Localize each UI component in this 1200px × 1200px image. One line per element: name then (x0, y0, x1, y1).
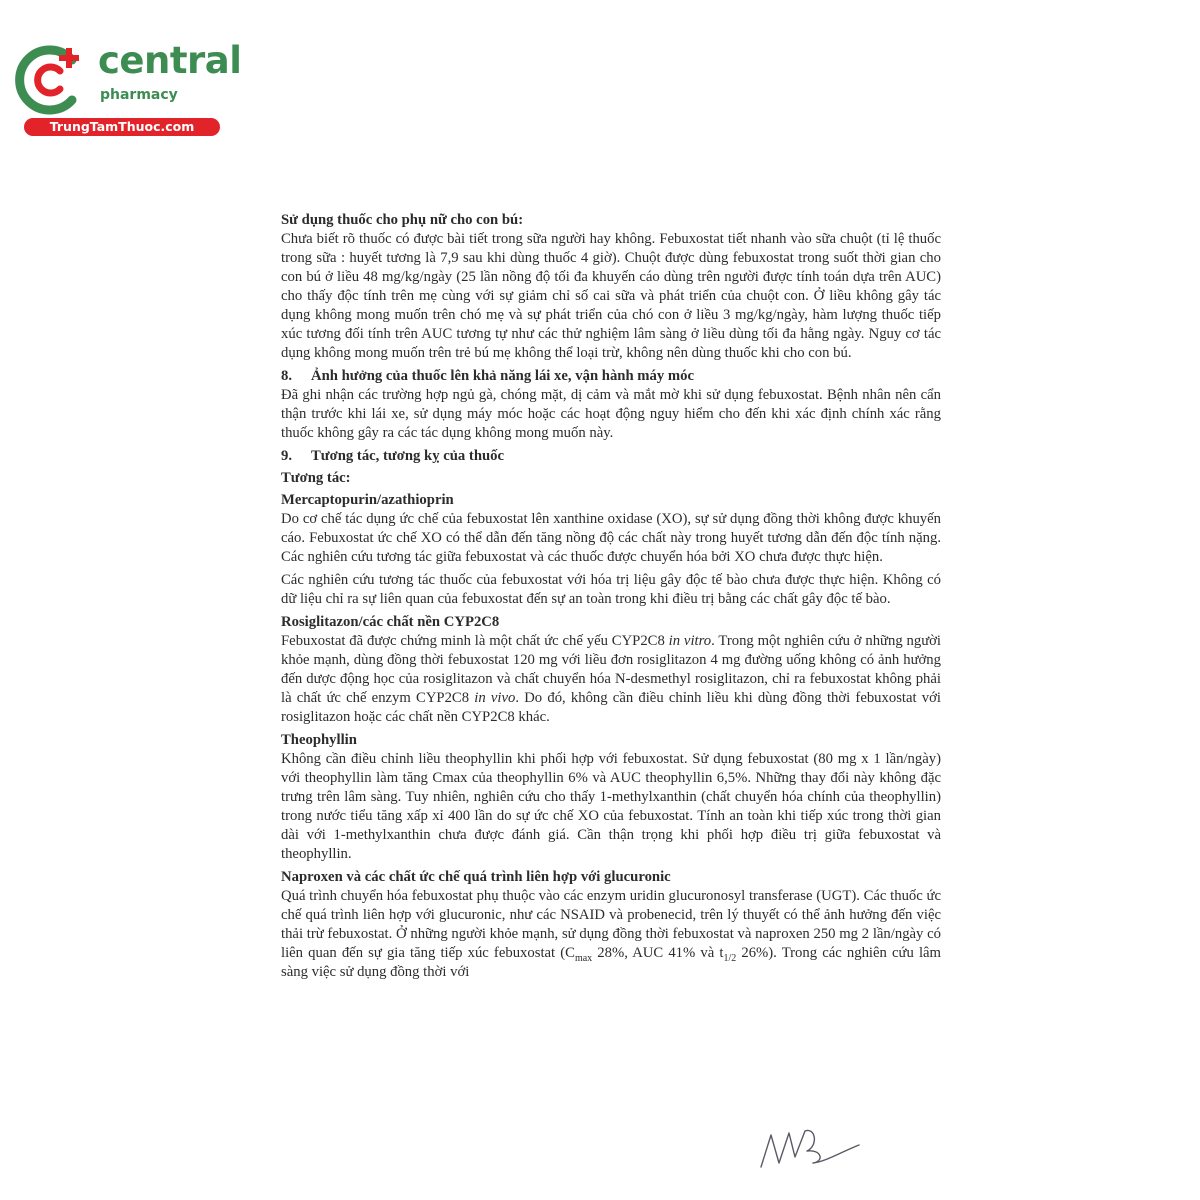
rosiglitazon-in-vivo: in vivo (474, 690, 516, 706)
section-breastfeeding-title: Sử dụng thuốc cho phụ nữ cho con bú: (281, 212, 524, 228)
rosiglitazon-text-a: Febuxostat đã được chứng minh là một chất ức chế yếu CYP2C8 (281, 633, 669, 649)
section-8-heading (281, 367, 941, 386)
rosiglitazon-text (281, 632, 941, 727)
section-9-heading (281, 447, 941, 466)
brand-name: central (98, 39, 242, 82)
logo-mark-icon (10, 38, 92, 120)
brand-url-badge: TrungTamThuoc.com (24, 118, 220, 136)
document-body (281, 208, 941, 986)
mercaptopurin-text-2: Các nghiên cứu tương tác thuốc của febuxostat với hóa trị liệu gây độc tế bào chưa được thực hiện. Không có dữ liệu chỉ ra sự liên quan của febuxostat đến sự an toàn trong khi điều trị bằng các chất gây độc tế bào. (281, 572, 941, 607)
theophyllin-text: Không cần điều chỉnh liều theophyllin khi phối hợp với febuxostat. Sử dụng febuxostat (80 mg x 1 lần/ngày) với theophyllin làm tăng Cmax của theophyllin 6% và AUC theophyllin 6,5%. Những thay đổi này không đặc trưng trên lâm sàng. Tuy nhiên, nghiên cứu cho thấy 1-methylxanthin (chất chuyển hóa chính của theophyllin) trong nước tiểu tăng xấp xỉ 400 lần do sự ức chế XO của febuxostat. Tính an toàn khi tiếp xúc trong thời gian dài với 1-methylxanthin chưa được đánh giá. Cần thận trọng khi phối hợp điều trị giữa febuxostat và theophyllin. (281, 751, 941, 862)
section-breastfeeding-text: Chưa biết rõ thuốc có được bài tiết trong sữa người hay không. Febuxostat tiết nhanh vào sữa chuột (tỉ lệ thuốc trong sữa : huyết tương là 7,9 sau khi dùng thuốc 4 giờ). Chuột được dùng febuxostat trong suốt thời gian cho con bú ở liều 48 mg/kg/ngày (25 lần nồng độ tối đa khuyến cáo dùng trên người được tính toán dựa trên AUC) cho thấy độc tính trên mẹ cùng với sự giảm chỉ số cai sữa và phát triển của chuột con. Ở liều không gây tác dụng không mong muốn trên chó mẹ và sự phát triển của chó con ở liều 3 mg/kg/ngày, hàm lượng thuốc tiếp xúc tương đối tính trên AUC tương tự như các thử nghiệm lâm sàng ở liều dùng tối đa hằng ngày. Nguy cơ tác dụng không mong muốn trên trẻ bú mẹ không thể loại trừ, không nên dùng thuốc khi cho con bú. (281, 231, 941, 361)
interactions-title: Tương tác: (281, 470, 351, 486)
naproxen-cmax-sub: max (574, 952, 593, 964)
naproxen-text (281, 887, 941, 982)
brand-logo (10, 38, 242, 138)
section-9-title: Tương tác, tương kỵ của thuốc (311, 448, 505, 464)
theophyllin-title: Theophyllin (281, 732, 357, 748)
mercaptopurin-text-1: Do cơ chế tác dụng ức chế của febuxostat lên xanthine oxidase (XO), sự sử dụng đồng thời không được khuyến cáo. Febuxostat ức chế XO có thể dẫn đến tăng nồng độ các chất này trong huyết tương dẫn đến độc tính nặng. Các nghiên cứu tương tác giữa febuxostat và các thuốc được chuyển hóa bởi XO chưa được thực hiện. (281, 511, 941, 565)
naproxen-text-b: 28%, AUC 41% và t (592, 945, 724, 961)
naproxen-text-a: Quá trình chuyển hóa febuxostat phụ thuộc vào các enzym uridin glucuronosyl transferase (UGT). Các thuốc ức chế quá trình liên hợp với glucuronic, như các NSAID và probenecid, trên lý thuyết có thể ảnh hưởng đến việc thải trừ febuxostat. Ở những người khỏe mạnh, sử dụng đồng thời febuxostat và naproxen 250 mg 2 lần/ngày có liên quan đến sự gia tăng tiếp xúc febuxostat (C (281, 888, 941, 961)
rosiglitazon-in-vitro: in vitro (668, 633, 712, 649)
rosiglitazon-text-c: . Do đó, không cần điều chỉnh liều khi dùng đồng thời febuxostat với rosiglitazon hoặc các chất nền CYP2C8 khác. (281, 690, 941, 725)
naproxen-text-c: 26%). Trong các nghiên cứu lâm sàng việc sử dụng đồng thời với (281, 945, 941, 980)
rosiglitazon-text-b: . Trong một nghiên cứu ở những người khỏe mạnh, dùng đồng thời febuxostat 120 mg với liều đơn rosiglitazon 4 mg đường uống không có ảnh hưởng đến dược động học của rosiglitazon và chất chuyển hóa N-desmethyl rosiglitazon, chỉ ra febuxostat không phải là chất ức chế enzym CYP2C8 (281, 633, 942, 706)
section-8-title: Ảnh hưởng của thuốc lên khả năng lái xe, vận hành máy móc (311, 368, 694, 384)
section-8-number: 8. (281, 368, 293, 384)
naproxen-half-life-sub: 1/2 (723, 952, 737, 964)
section-8-text: Đã ghi nhận các trường hợp ngủ gà, chóng mặt, dị cảm và mắt mờ khi sử dụng febuxostat. Bệnh nhân nên cẩn thận trước khi lái xe, sử dụng máy móc hoặc các hoạt động nguy hiểm cho đến khi xác định chính xác rằng thuốc không gây ra các tác dụng không mong muốn này. (281, 387, 941, 441)
rosiglitazon-title: Rosiglitazon/các chất nền CYP2C8 (281, 614, 500, 630)
mercaptopurin-title: Mercaptopurin/azathioprin (281, 492, 454, 508)
section-9-number: 9. (281, 448, 293, 464)
brand-subtitle: pharmacy (100, 87, 178, 103)
naproxen-title: Naproxen và các chất ức chế quá trình liên hợp với glucuronic (281, 869, 671, 885)
handwritten-signature (755, 1123, 865, 1173)
